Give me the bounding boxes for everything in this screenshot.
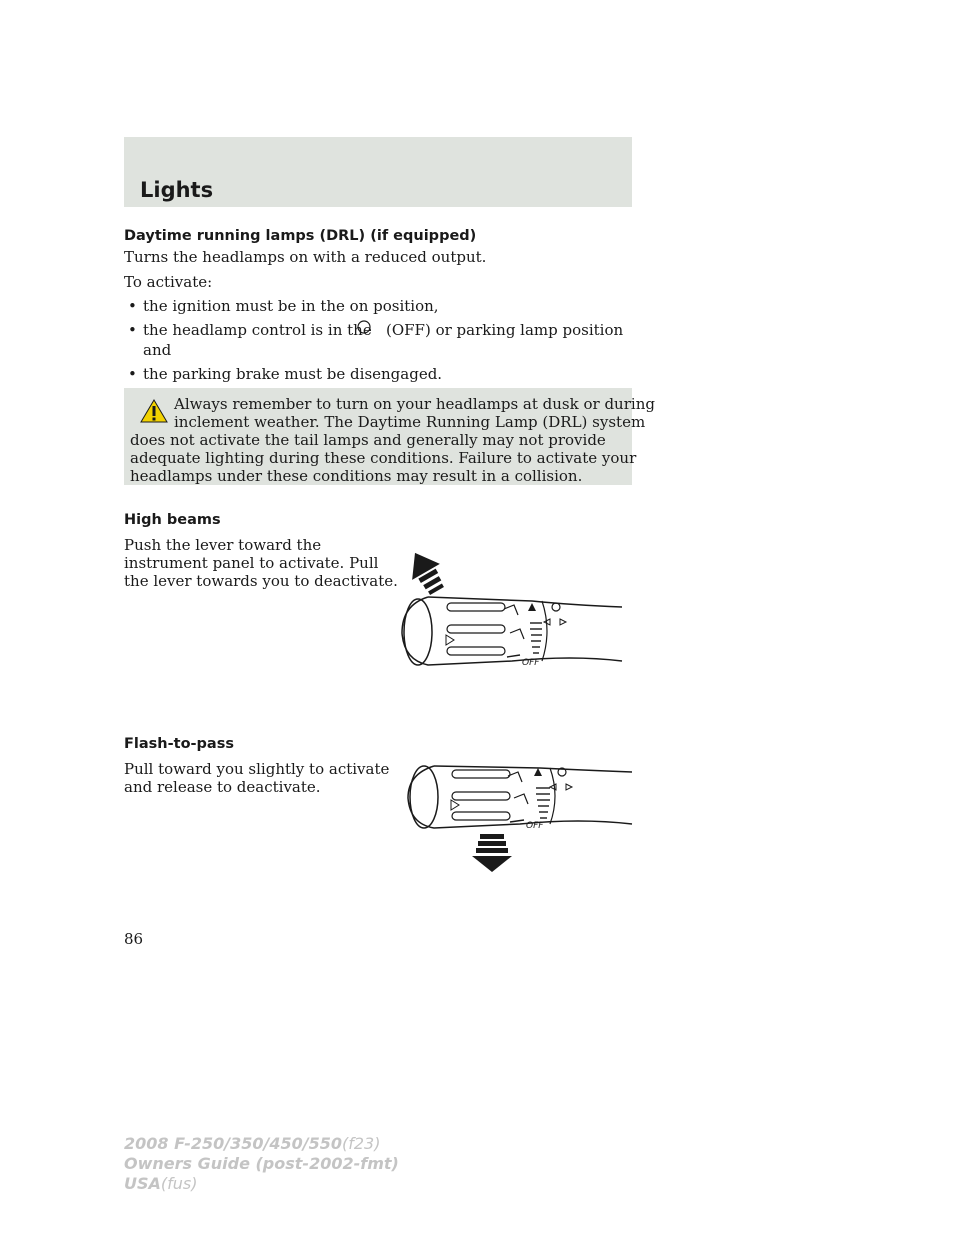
- lever-push-illustration: [392, 545, 637, 670]
- drl-intro: Turns the headlamps on with a reduced output.: [124, 248, 487, 266]
- high-beams-text: the lever towards you to deactivate.: [124, 572, 398, 590]
- flash-to-pass-heading: Flash-to-pass: [124, 736, 234, 752]
- page-number: 86: [124, 930, 144, 948]
- warning-text: adequate lighting during these conditions. Failure to activate your: [130, 449, 637, 467]
- warning-box: [124, 388, 655, 485]
- footer-line-2: Owners Guide (post-2002-fmt): [124, 1154, 399, 1173]
- flash-to-pass-text: and release to deactivate.: [124, 778, 321, 796]
- flash-to-pass-text: Pull toward you slightly to activate: [124, 760, 390, 778]
- headlamp-off-icon: [356, 319, 372, 335]
- lever-pull-illustration: [400, 758, 640, 876]
- warning-text: does not activate the tail lamps and generally may not provide: [130, 431, 606, 449]
- warning-triangle-icon: [140, 398, 168, 424]
- footer-line-3: USA(fus): [124, 1174, 198, 1193]
- high-beams-text: instrument panel to activate. Pull: [124, 554, 379, 572]
- lever-off-label: OFF: [526, 821, 544, 831]
- drl-heading: Daytime running lamps (DRL) (if equipped): [124, 228, 477, 244]
- bullet-continuation: and: [143, 341, 172, 359]
- warning-text: inclement weather. The Daytime Running Lamp (DRL) system: [174, 413, 646, 431]
- warning-text: Always remember to turn on your headlamps at dusk or during: [174, 395, 655, 413]
- footer-line-1: 2008 F-250/350/450/550(f23): [124, 1134, 381, 1153]
- bullet-continuation: (OFF) or parking lamp position: [386, 321, 624, 339]
- high-beams-heading: High beams: [124, 512, 221, 528]
- section-title: Lights: [140, 178, 214, 202]
- lever-off-label: OFF: [522, 658, 540, 668]
- high-beams-text: Push the lever toward the: [124, 536, 322, 554]
- warning-text: headlamps under these conditions may result in a collision.: [130, 467, 583, 485]
- activate-label: To activate:: [124, 273, 213, 291]
